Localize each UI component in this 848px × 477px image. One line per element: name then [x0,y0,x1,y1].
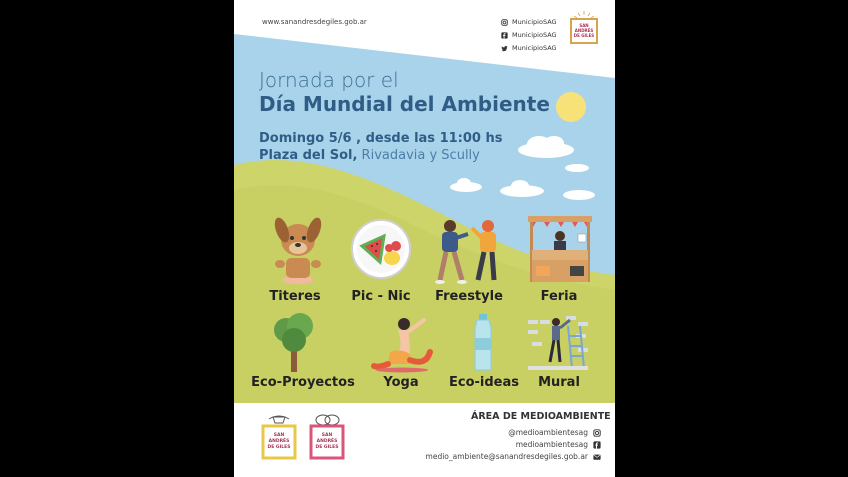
contact-label: medioambientesag [515,440,588,449]
contact-label: @medioambientesag [508,428,588,437]
svg-text:ANDRÉS: ANDRÉS [316,439,338,444]
activity-label-ecoproyectos: Eco-Proyectos [251,375,355,390]
municipality-logo [569,10,599,48]
mural-painter-icon [526,314,590,372]
title-line-1: Jornada por el [259,68,399,92]
event-date-time: Domingo 5/6 , desde las 11:00 hs [259,131,503,146]
water-bottle-icon [472,314,494,372]
contact-label: medio_ambiente@sanandresdegiles.gob.ar [425,452,588,461]
tree-icon [272,310,316,374]
contact-email[interactable] [426,452,601,461]
contact-facebook[interactable] [516,440,601,449]
svg-text:ANDRÉS: ANDRÉS [268,439,290,444]
activity-label-titeres: Titeres [269,289,321,304]
svg-text:SAN: SAN [321,433,333,438]
svg-text:DE GILES: DE GILES [267,445,291,450]
title-line-2: Día Mundial del Ambiente [259,92,550,116]
activity-label-yoga: Yoga [383,375,419,390]
area-logo-right [309,413,345,461]
social-link-twitter[interactable] [501,42,557,55]
social-label: MunicipioSAG [512,44,557,52]
area-logo-left [261,413,297,461]
freestyle-rappers-icon [432,216,506,286]
website-url[interactable]: www.sanandresdegiles.gob.ar [262,18,367,26]
activity-label-freestyle: Freestyle [435,289,503,304]
contact-instagram[interactable] [508,428,601,437]
mail-icon [593,453,601,461]
instagram-icon [593,429,601,437]
svg-text:SAN: SAN [273,433,285,438]
poster-footer [234,403,615,477]
location-address: Rivadavia y Scully [357,148,480,163]
instagram-icon [501,19,508,26]
activity-label-feria: Feria [540,289,578,304]
svg-text:DE GILES: DE GILES [573,33,595,38]
social-links [501,16,557,55]
activity-label-mural: Mural [538,375,580,390]
event-poster [234,0,615,477]
svg-text:ANDRÉS: ANDRÉS [574,28,594,33]
poster-header [234,0,615,60]
event-location [259,148,480,163]
market-stall-icon [524,214,596,286]
yoga-icon [370,312,434,374]
facebook-icon [501,32,508,39]
social-label: MunicipioSAG [512,18,557,26]
social-link-facebook[interactable] [501,29,557,42]
social-label: MunicipioSAG [512,31,557,39]
social-link-instagram[interactable] [501,16,557,29]
svg-text:SAN: SAN [579,23,589,28]
facebook-icon [593,441,601,449]
svg-text:DE GILES: DE GILES [315,445,339,450]
area-title: ÁREA DE MEDIOAMBIENTE [471,411,611,422]
activity-label-picnic: Pic - Nic [351,289,411,304]
puppet-dog-icon [270,208,326,286]
twitter-icon [501,45,508,52]
location-name: Plaza del Sol, [259,148,358,163]
sun-icon [556,92,586,122]
activity-label-ecoideas: Eco-ideas [448,375,519,390]
picnic-plate-icon [350,218,412,280]
